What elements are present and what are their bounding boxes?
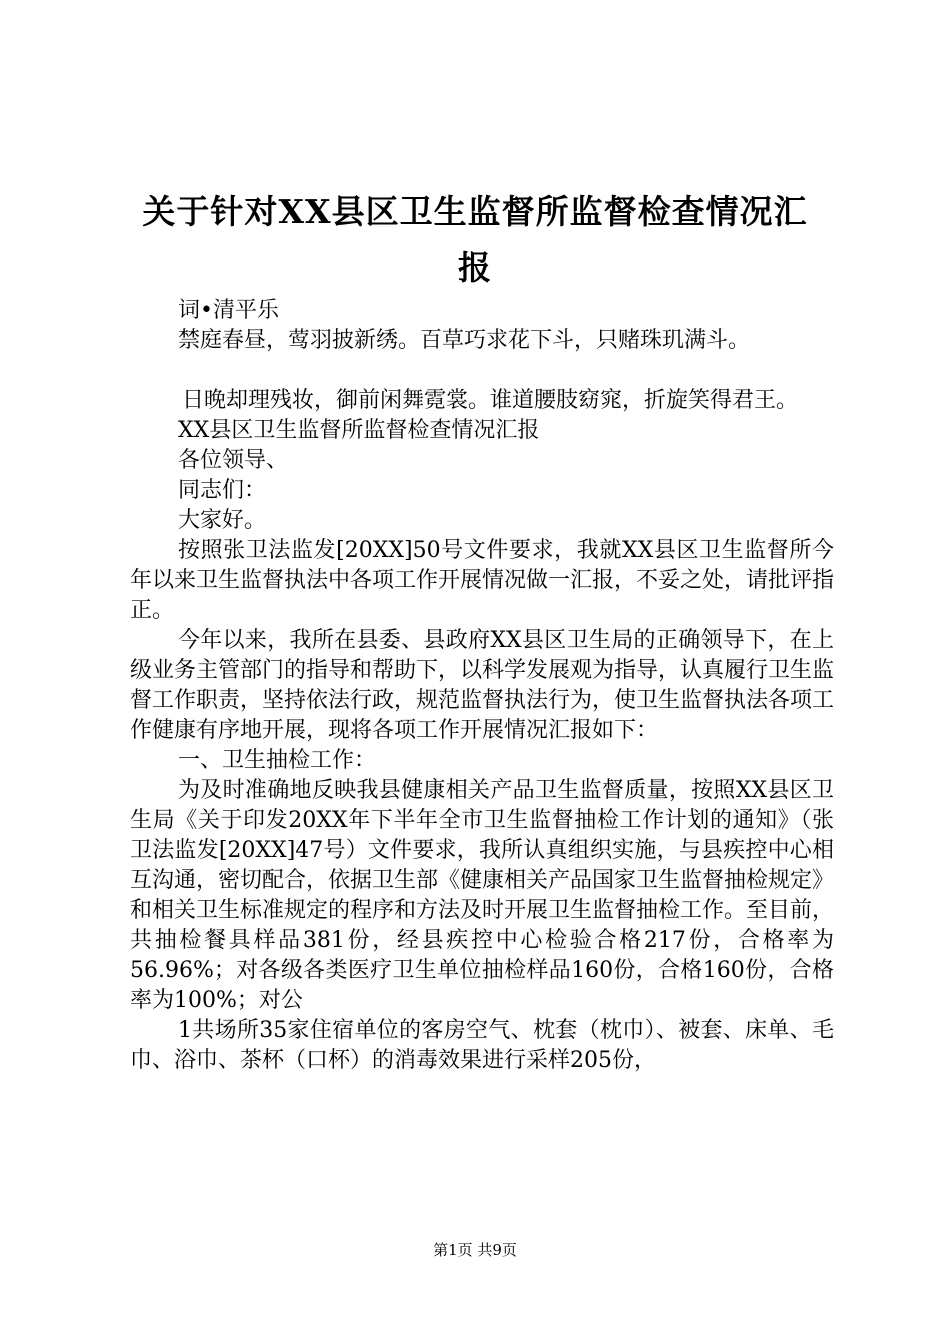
salutation-leaders: 各位领导、 xyxy=(178,448,289,473)
report-heading: XX县区卫生监督所监督检查情况汇报 xyxy=(178,418,540,443)
salutation-comrades: 同志们： xyxy=(178,478,267,503)
document-title-line-2: 报 xyxy=(458,248,492,287)
section-heading-1: 一、卫生抽检工作： xyxy=(178,748,377,773)
document-body xyxy=(130,296,834,1076)
poem-line-1: 禁庭春昼，莺羽披新绣。百草巧求花下斗，只赌珠玑满斗。 xyxy=(178,328,751,353)
page-footer: 第1页 共9页 xyxy=(433,1241,517,1259)
poem-heading: 词•清平乐 xyxy=(178,298,279,323)
paragraph-public-places: 1共场所35家住宿单位的客房空气、枕套（枕巾）、被套、床单、毛巾、浴巾、茶杯（口杯）的消毒效果进行采样205份， xyxy=(130,1018,834,1073)
paragraph-sampling: 为及时准确地反映我县健康相关产品卫生监督质量，按照XX县区卫生局《关于印发20XX年下半年全市卫生监督抽检工作计划的通知》（张卫法监发[20XX]47号）文件要求，我所认真组织实施，与县疾控中心相互沟通，密切配合，依据卫生部《健康相关产品国家卫生监督抽检规定》和相关卫生标准规定的程序和方法及时开展卫生监督抽检工作。至目前，共抽检餐具样品381份，经县疾控中心检验合格217份，合格率为56.96%；对各级各类医疗卫生单位抽检样品160份，合格160份，合格率为100%；对公 xyxy=(130,778,835,1013)
paragraph-overview: 今年以来，我所在县委、县政府XX县区卫生局的正确领导下，在上级业务主管部门的指导和帮助下，以科学发展观为指导，认真履行卫生监督工作职责，坚持依法行政，规范监督执法行为，使卫生监督执法各项工作健康有序地开展，现将各项工作开展情况汇报如下： xyxy=(130,628,835,743)
greeting: 大家好。 xyxy=(178,508,267,533)
paragraph-intro: 按照张卫法监发[20XX]50号文件要求，我就XX县区卫生监督所今年以来卫生监督执法中各项工作开展情况做一汇报，不妥之处，请批评指正。 xyxy=(130,538,835,623)
document-title-line-1: 关于针对XX县区卫生监督所监督检查情况汇 xyxy=(142,192,808,231)
poem-line-2: 日晚却理残妆，御前闲舞霓裳。谁道腰肢窈窕，折旋笑得君王。 xyxy=(182,388,799,413)
